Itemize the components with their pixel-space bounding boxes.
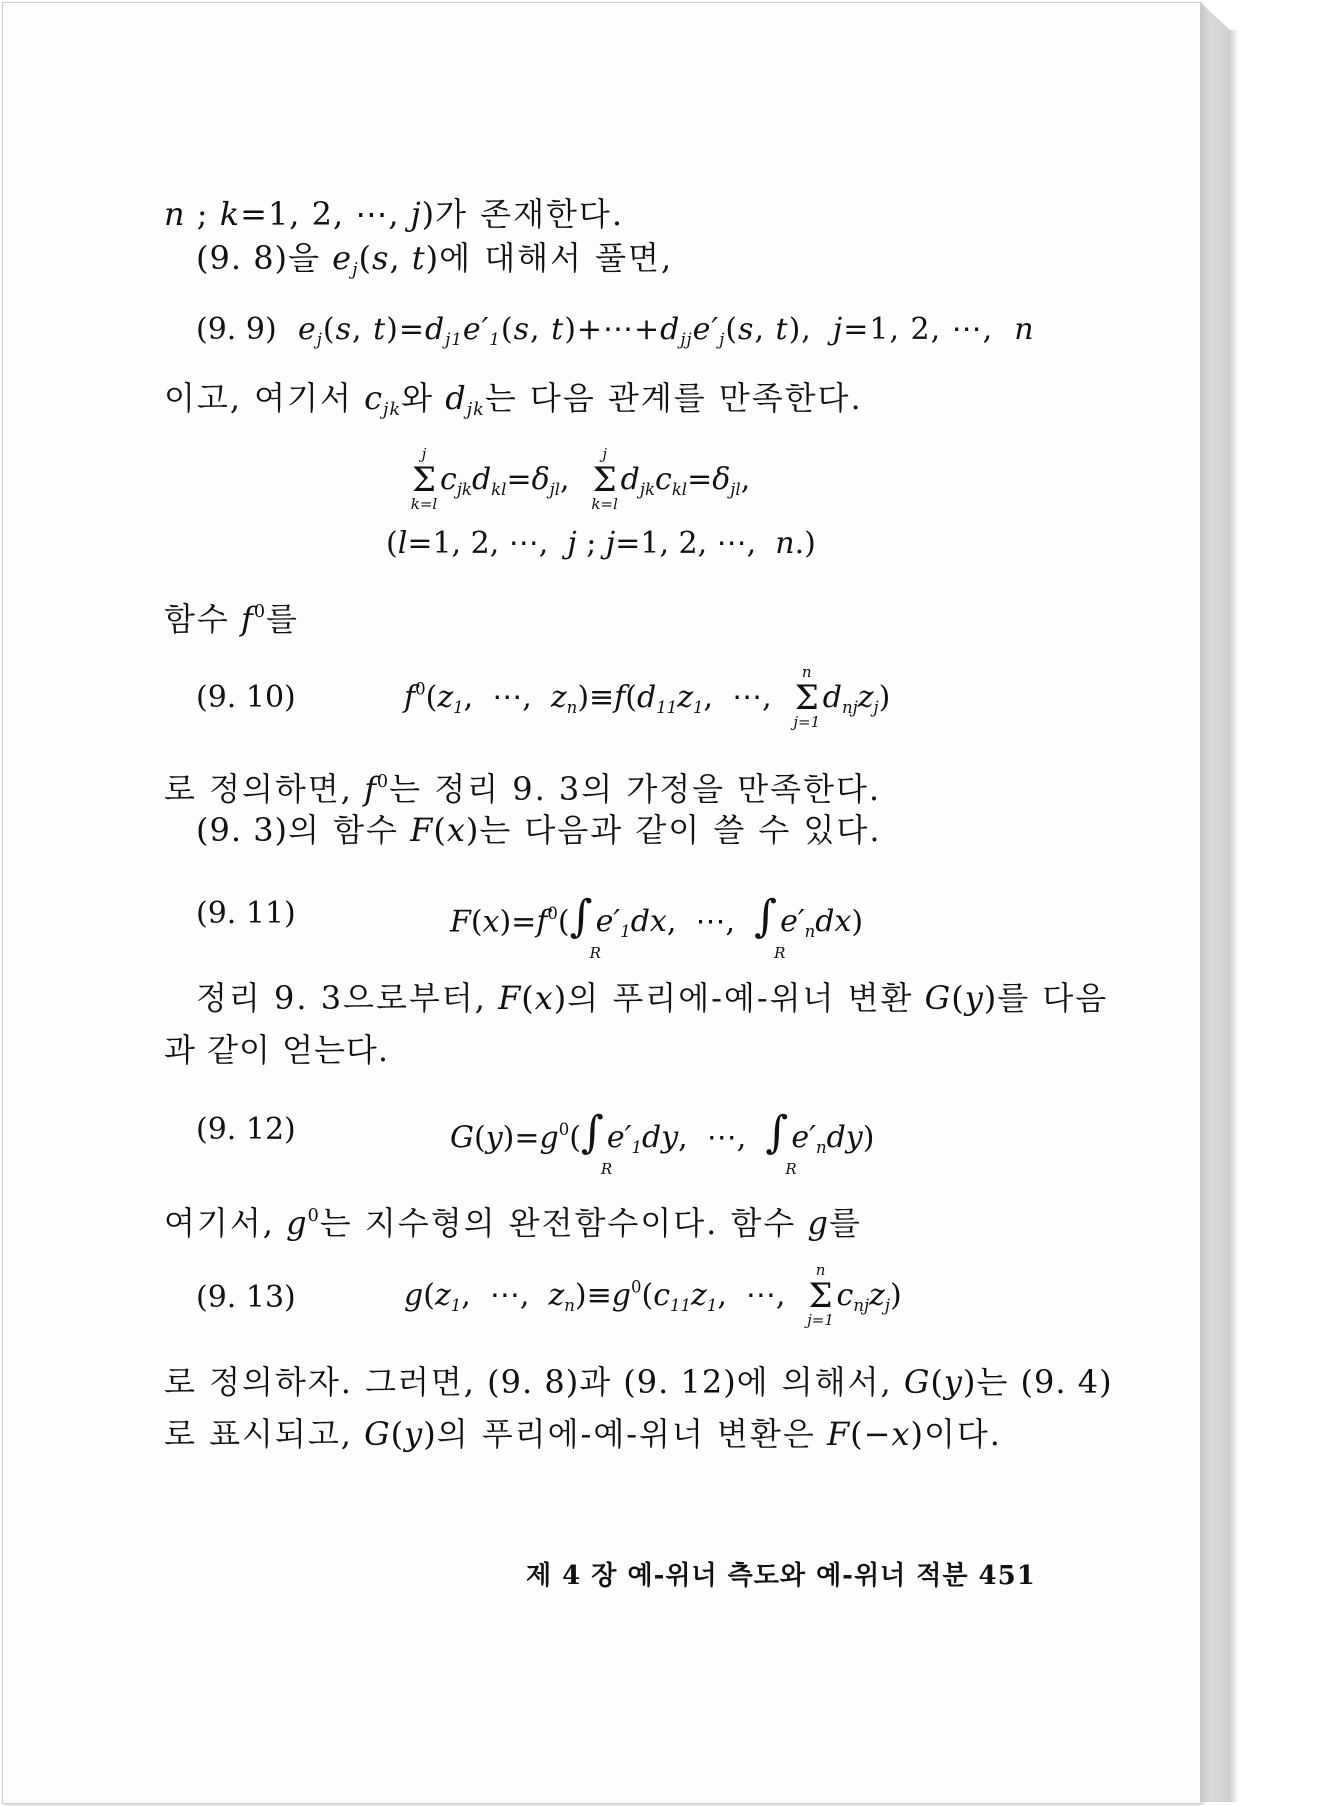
eq-9-11-body: $F(x)=f^0$( ∫ R $e'_1dx$, ⋯, ∫ R $e'_ndx$)	[450, 891, 864, 963]
eq-9-12-number: (9. 12)	[196, 1112, 296, 1147]
line-7b: 과 같이 얻는다.	[164, 1031, 389, 1069]
relation-line-1: j Σ k=l $c_{jk}d_{kl}=\delta_{jl}$, j Σ k=l $d_{jk}c_{kl}=\delta_{jl}$,	[410, 445, 751, 513]
eq-9-12-body: $G(y)=g^0$( ∫ R $e'_1dy$, ⋯, ∫ R $e'_ndy$)	[450, 1107, 875, 1179]
line-9a: 로 정의하자. 그러면, (9. 8)과 (9. 12)에 의해서, G(y)는 (9. 4)	[164, 1363, 1113, 1401]
line-4: 함수 $f^0$를	[164, 600, 299, 639]
line-3: 이고, 여기서 $c_{jk}$와 $d_{jk}$는 다음 관계를 만족한다.	[164, 379, 863, 421]
eq-9-9-number: (9. 9)	[196, 312, 277, 347]
page-footer: 제 4 장 예-위너 측도와 예-위너 적분 451	[526, 1561, 1036, 1591]
eq-9-13-body: $g(z_1$, ⋯, $z_n)\equiv g^0(c_{11}z_1$, ⋯, n Σ j=1 $c_{nj}z_j$)	[404, 1261, 902, 1329]
line-5: 로 정의하면, $f^0$는 정리 9. 3의 가정을 만족한다.	[164, 770, 882, 809]
eq-9-10-body: $f^0(z_1$, ⋯, $z_n)\equiv f(d_{11}z_1$, ⋯, n Σ j=1 $d_{nj}z_j$)	[404, 663, 891, 731]
line-6: (9. 3)의 함수 F(x)는 다음과 같이 쓸 수 있다.	[196, 811, 882, 849]
page-edge	[1200, 2, 1230, 1802]
relation-line-2: (l=1, 2, ⋯, j ; j=1, 2, ⋯, n.)	[386, 526, 816, 561]
eq-9-10-number: (9. 10)	[196, 680, 296, 715]
eq-9-11-number: (9. 11)	[196, 896, 296, 931]
line-2: (9. 8)을 $e_j(s$, t)에 대해서 풀면,	[196, 239, 674, 281]
line-7a: 정리 9. 3으로부터, F(x)의 푸리에-예-위너 변환 G(y)를 다음	[196, 979, 1109, 1017]
line-8: 여기서, $g^0$는 지수형의 완전함수이다. 함수 g를	[164, 1204, 862, 1243]
eq-9-13-number: (9. 13)	[196, 1280, 296, 1315]
line-1: n ; k=1, 2, ⋯, j)가 존재한다.	[164, 195, 624, 233]
page-edge-shadow	[1230, 30, 1238, 1802]
eq-9-9-body: $e_j(s$, $t)=d_{j1}e'_1(s$, $t)+\cdots+d_{jj}e'_j(s$, t), j=1, 2, ⋯, n	[298, 312, 1035, 349]
line-9b: 로 표시되고, G(y)의 푸리에-예-위너 변환은 F(−x)이다.	[164, 1415, 1002, 1453]
